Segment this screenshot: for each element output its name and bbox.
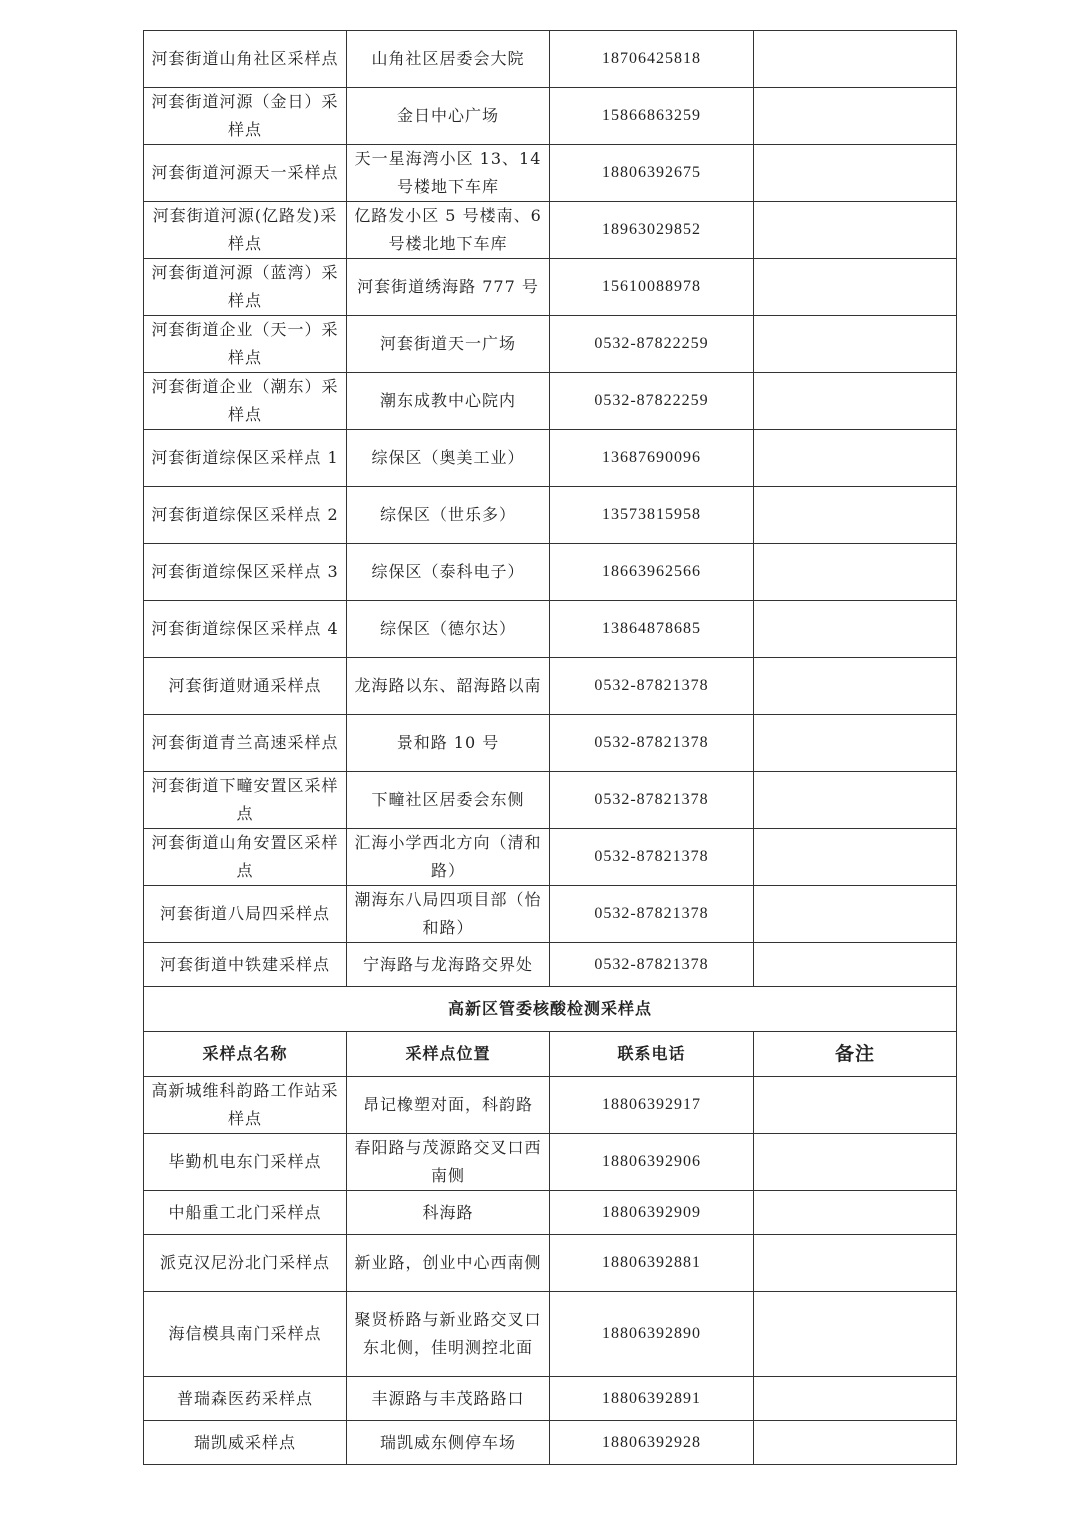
- table-row: [144, 829, 957, 886]
- site-phone-cell: 0532-87821378: [550, 715, 754, 772]
- site-location-cell: 综保区（泰科电子）: [347, 544, 550, 601]
- table-row: [144, 886, 957, 943]
- section-title-row: [144, 987, 957, 1032]
- site-note-cell: [754, 658, 957, 715]
- table-row: [144, 202, 957, 259]
- site-note-cell: [754, 886, 957, 943]
- site-location-cell: 宁海路与龙海路交界处: [347, 943, 550, 987]
- site-phone-cell: 0532-87822259: [550, 373, 754, 430]
- site-name-cell: 河套街道河源（金日）采样点: [144, 88, 347, 145]
- site-name-cell: 河套街道山角安置区采样点: [144, 829, 347, 886]
- site-note-cell: [754, 1292, 957, 1377]
- site-name-cell: 派克汉尼汾北门采样点: [144, 1235, 347, 1292]
- site-location-cell: 综保区（德尔达）: [347, 601, 550, 658]
- table-row: [144, 487, 957, 544]
- site-note-cell: [754, 1235, 957, 1292]
- site-note-cell: [754, 430, 957, 487]
- table-row: [144, 1292, 957, 1377]
- site-phone-cell: 0532-87821378: [550, 772, 754, 829]
- site-location-cell: 下疃社区居委会东侧: [347, 772, 550, 829]
- site-location-cell: 综保区（奥美工业）: [347, 430, 550, 487]
- table-row: [144, 1421, 957, 1465]
- site-location-cell: 金日中心广场: [347, 88, 550, 145]
- site-phone-cell: 18806392928: [550, 1421, 754, 1465]
- site-note-cell: [754, 1134, 957, 1191]
- site-phone-cell: 18806392917: [550, 1077, 754, 1134]
- site-location-cell: 综保区（世乐多）: [347, 487, 550, 544]
- site-location-cell: 聚贤桥路与新业路交叉口东北侧，佳明测控北面: [347, 1292, 550, 1377]
- site-location-cell: 山角社区居委会大院: [347, 31, 550, 88]
- site-note-cell: [754, 544, 957, 601]
- header-site-location: 采样点位置: [347, 1032, 550, 1077]
- site-phone-cell: 18806392675: [550, 145, 754, 202]
- table-row: [144, 601, 957, 658]
- site-phone-cell: 18663962566: [550, 544, 754, 601]
- site-name-cell: 高新城维科韵路工作站采样点: [144, 1077, 347, 1134]
- table-row: [144, 943, 957, 987]
- site-name-cell: 海信模具南门采样点: [144, 1292, 347, 1377]
- site-phone-cell: 13864878685: [550, 601, 754, 658]
- site-note-cell: [754, 1191, 957, 1235]
- table-row: [144, 430, 957, 487]
- table-row: [144, 1235, 957, 1292]
- table-row: [144, 772, 957, 829]
- table-row: [144, 1134, 957, 1191]
- site-note-cell: [754, 1421, 957, 1465]
- site-location-cell: 科海路: [347, 1191, 550, 1235]
- site-phone-cell: 18806392906: [550, 1134, 754, 1191]
- header-site-name: 采样点名称: [144, 1032, 347, 1077]
- site-location-cell: 亿路发小区 5 号楼南、6 号楼北地下车库: [347, 202, 550, 259]
- site-phone-cell: 0532-87822259: [550, 316, 754, 373]
- site-phone-cell: 15610088978: [550, 259, 754, 316]
- site-name-cell: 中船重工北门采样点: [144, 1191, 347, 1235]
- site-location-cell: 河套街道天一广场: [347, 316, 550, 373]
- site-name-cell: 普瑞森医药采样点: [144, 1377, 347, 1421]
- table-row: [144, 715, 957, 772]
- site-phone-cell: 18806392890: [550, 1292, 754, 1377]
- site-note-cell: [754, 829, 957, 886]
- section-title: 高新区管委核酸检测采样点: [144, 987, 957, 1032]
- site-phone-cell: 18963029852: [550, 202, 754, 259]
- table-row: [144, 1077, 957, 1134]
- site-name-cell: 河套街道综保区采样点 1: [144, 430, 347, 487]
- site-note-cell: [754, 1377, 957, 1421]
- site-note-cell: [754, 487, 957, 544]
- site-phone-cell: 0532-87821378: [550, 658, 754, 715]
- table-row: [144, 316, 957, 373]
- site-note-cell: [754, 772, 957, 829]
- table-row: [144, 145, 957, 202]
- site-name-cell: 河套街道企业（潮东）采样点: [144, 373, 347, 430]
- site-location-cell: 河套街道绣海路 777 号: [347, 259, 550, 316]
- site-location-cell: 新业路，创业中心西南侧: [347, 1235, 550, 1292]
- site-note-cell: [754, 601, 957, 658]
- site-phone-cell: 0532-87821378: [550, 886, 754, 943]
- site-location-cell: 潮海东八局四项目部（怡和路）: [347, 886, 550, 943]
- site-phone-cell: 18806392881: [550, 1235, 754, 1292]
- site-location-cell: 潮东成教中心院内: [347, 373, 550, 430]
- site-note-cell: [754, 316, 957, 373]
- site-phone-cell: 18806392891: [550, 1377, 754, 1421]
- site-name-cell: 河套街道河源(亿路发)采样点: [144, 202, 347, 259]
- site-phone-cell: 15866863259: [550, 88, 754, 145]
- site-name-cell: 瑞凯威采样点: [144, 1421, 347, 1465]
- site-location-cell: 汇海小学西北方向（清和路）: [347, 829, 550, 886]
- site-location-cell: 昂记橡塑对面，科韵路: [347, 1077, 550, 1134]
- site-note-cell: [754, 31, 957, 88]
- table-row: [144, 658, 957, 715]
- site-name-cell: 河套街道财通采样点: [144, 658, 347, 715]
- site-location-cell: 春阳路与茂源路交叉口西南侧: [347, 1134, 550, 1191]
- site-name-cell: 河套街道综保区采样点 4: [144, 601, 347, 658]
- site-note-cell: [754, 1077, 957, 1134]
- sampling-sites-table: [143, 30, 957, 1465]
- header-note: 备注: [754, 1032, 957, 1077]
- site-name-cell: 河套街道河源天一采样点: [144, 145, 347, 202]
- table-row: [144, 88, 957, 145]
- site-phone-cell: 0532-87821378: [550, 829, 754, 886]
- site-name-cell: 河套街道下疃安置区采样点: [144, 772, 347, 829]
- table-row: [144, 373, 957, 430]
- site-name-cell: 河套街道综保区采样点 2: [144, 487, 347, 544]
- site-note-cell: [754, 373, 957, 430]
- site-note-cell: [754, 715, 957, 772]
- table-row: [144, 544, 957, 601]
- site-location-cell: 瑞凯威东侧停车场: [347, 1421, 550, 1465]
- site-name-cell: 河套街道八局四采样点: [144, 886, 347, 943]
- header-phone: 联系电话: [550, 1032, 754, 1077]
- table-header-row: [144, 1032, 957, 1077]
- site-location-cell: 景和路 10 号: [347, 715, 550, 772]
- hetao-section-rows: [144, 31, 957, 1465]
- site-phone-cell: 13687690096: [550, 430, 754, 487]
- table-row: [144, 259, 957, 316]
- site-note-cell: [754, 145, 957, 202]
- site-note-cell: [754, 259, 957, 316]
- site-note-cell: [754, 202, 957, 259]
- site-name-cell: 河套街道青兰高速采样点: [144, 715, 347, 772]
- site-name-cell: 河套街道中铁建采样点: [144, 943, 347, 987]
- site-name-cell: 河套街道山角社区采样点: [144, 31, 347, 88]
- site-note-cell: [754, 943, 957, 987]
- site-location-cell: 龙海路以东、韶海路以南: [347, 658, 550, 715]
- site-phone-cell: 18706425818: [550, 31, 754, 88]
- site-name-cell: 毕勤机电东门采样点: [144, 1134, 347, 1191]
- site-name-cell: 河套街道企业（天一）采样点: [144, 316, 347, 373]
- site-phone-cell: 0532-87821378: [550, 943, 754, 987]
- table-row: [144, 31, 957, 88]
- table-row: [144, 1377, 957, 1421]
- site-phone-cell: 13573815958: [550, 487, 754, 544]
- site-phone-cell: 18806392909: [550, 1191, 754, 1235]
- table-row: [144, 1191, 957, 1235]
- site-location-cell: 丰源路与丰茂路路口: [347, 1377, 550, 1421]
- site-name-cell: 河套街道河源（蓝湾）采样点: [144, 259, 347, 316]
- site-location-cell: 天一星海湾小区 13、14 号楼地下车库: [347, 145, 550, 202]
- site-note-cell: [754, 88, 957, 145]
- site-name-cell: 河套街道综保区采样点 3: [144, 544, 347, 601]
